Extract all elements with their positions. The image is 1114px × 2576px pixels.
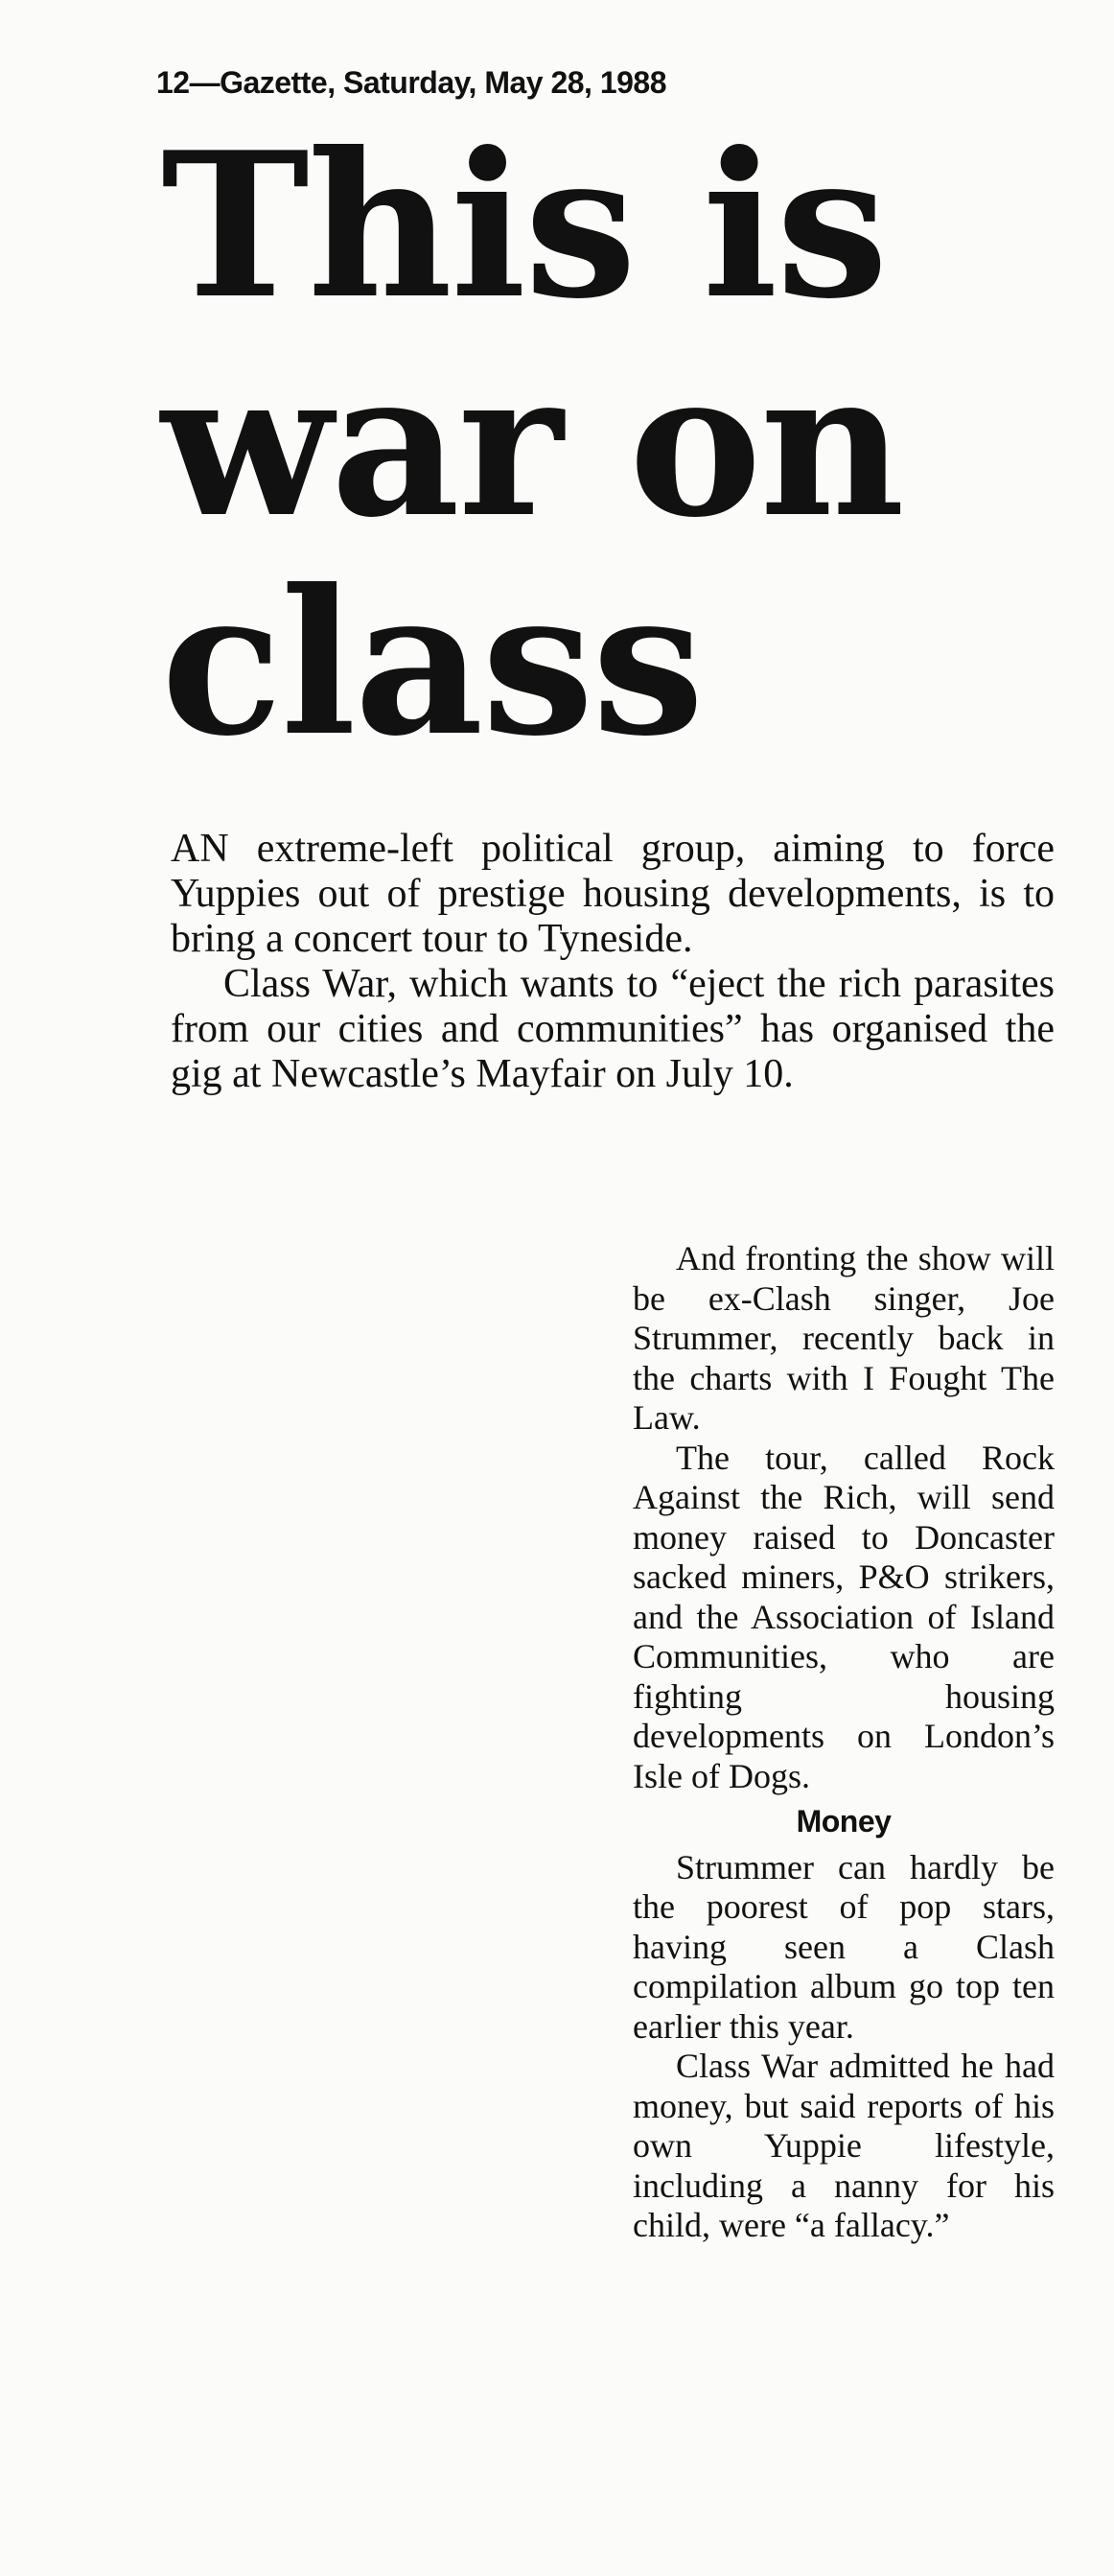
lead-paragraph: AN extreme-left political group, aiming to force Yuppies out of prestige housing developments, is to bring a concert tour to Tyneside. [171, 827, 1055, 961]
headline-line: class [161, 547, 703, 781]
lead-section [171, 827, 1055, 1097]
lead-paragraph: Class War, which wants to “eject the rich parasites from our cities and communities” has organised the gig at Newcastle’s Mayfair on July 10. [171, 962, 1055, 1096]
body-paragraph: Strummer can hardly be the poorest of pop stars, having seen a Clash compilation album go top ten earlier this year. [633, 1847, 1055, 2046]
headline-line: war on [161, 328, 903, 562]
headline-line: This is [161, 109, 887, 343]
body-column [633, 1239, 1055, 2246]
headline [161, 109, 1081, 781]
body-paragraph: The tour, called Rock Against the Rich, will send money raised to Doncaster sacked miners, P&O strikers, and the Association of Island Communities, who are fighting housing developments on London’s Isle of Dogs. [633, 1438, 1055, 1795]
subhead: Money [796, 1804, 892, 1838]
body-paragraph: Class War admitted he had money, but said reports of his own Yuppie lifestyle, including a nanny for his child, were “a fallacy.” [633, 2047, 1055, 2244]
dateline: 12—Gazette, Saturday, May 28, 1988 [156, 65, 667, 100]
body-paragraph: And fronting the show will be ex-Clash singer, Joe Strummer, recently back in the charts with I Fought The Law. [633, 1239, 1055, 1437]
